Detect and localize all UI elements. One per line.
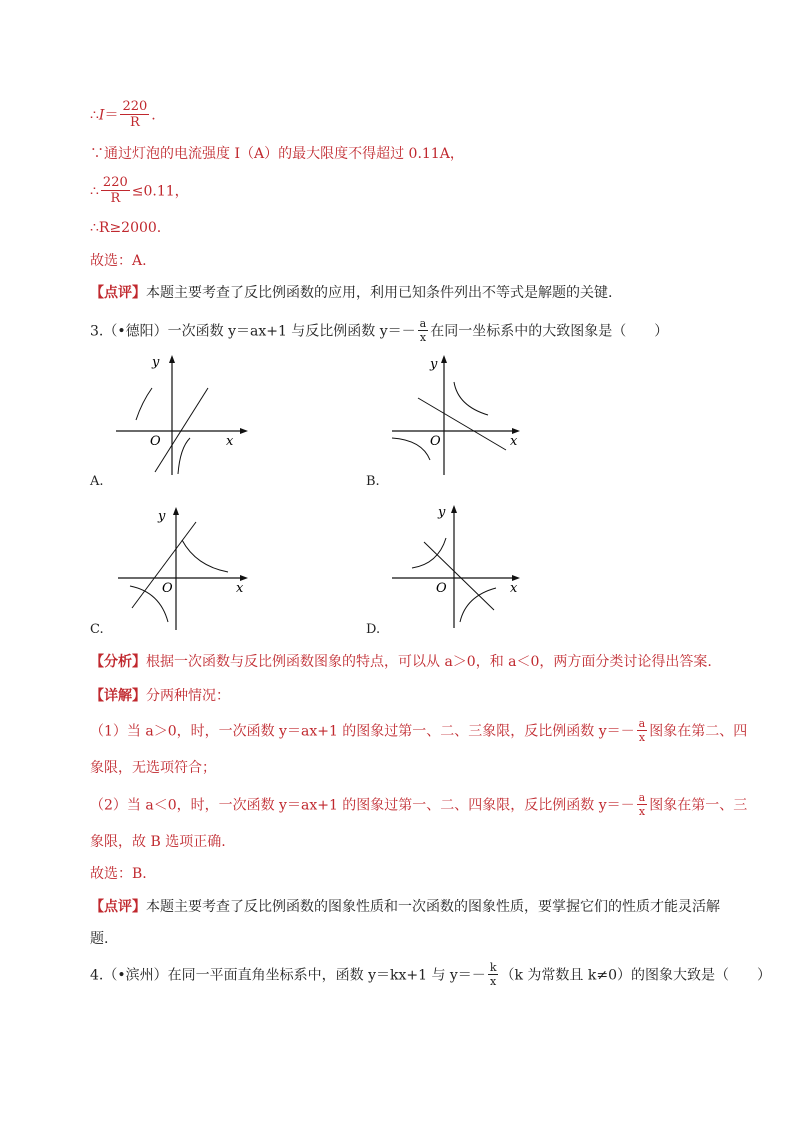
analysis-tag: 【分析】 xyxy=(90,654,146,670)
solution-answer: 故选：A. xyxy=(90,253,147,269)
solution-line-result: ∴R≥2000. xyxy=(90,220,162,236)
x-axis-label: x xyxy=(226,434,234,449)
hyperbola-branch xyxy=(460,588,496,622)
y-axis-arrow xyxy=(451,505,457,513)
fraction: $\frac{220}{R}$ xyxy=(102,175,128,206)
origin-label: O xyxy=(162,581,173,596)
x-axis-arrow xyxy=(240,428,248,434)
y-axis-arrow xyxy=(173,507,179,515)
q3-comment-cont: 题. xyxy=(90,931,109,947)
origin-label: O xyxy=(430,434,441,449)
origin-label: O xyxy=(150,434,161,449)
graph-option-d xyxy=(384,498,534,628)
y-axis-arrow xyxy=(441,355,447,363)
y-axis-label: y xyxy=(152,355,160,370)
hyperbola-branch xyxy=(412,538,446,568)
y-axis-label: y xyxy=(438,505,446,520)
solution-line-condition: ∵通过灯泡的电流强度 I（A）的最大限度不得超过 0.11A， xyxy=(90,146,464,162)
fraction: $\frac{a}{x}$ xyxy=(638,791,646,818)
option-a-label: A. xyxy=(90,474,104,489)
graph-option-b xyxy=(384,350,534,475)
comment-tag: 【点评】 xyxy=(90,899,146,915)
solution-line-inequality: ∴ $\frac{220}{R}$ ≤0.11， xyxy=(90,175,189,206)
hyperbola-branch xyxy=(178,438,190,474)
fraction: $\frac{a}{x}$ xyxy=(638,717,646,744)
q3-answer: 故选：B. xyxy=(90,866,147,882)
y-axis-label: y xyxy=(430,357,438,372)
x-axis-label: x xyxy=(236,581,244,596)
case-2-line: （2）当 a＜0，时，一次函数 y＝ax+1 的图象过第一、二、四象限，反比例函数 y＝－ $\frac{a}{x}$ 图象在第一、三 xyxy=(90,791,748,818)
x-axis-label: x xyxy=(510,434,518,449)
solution-line-current: ∴I＝ $\frac{220}{R}$ . xyxy=(90,99,156,130)
question-4-stem: 4.（•滨州）在同一平面直角坐标系中，函数 y＝kx+1 与 y＝－ $\frac{k}{x}$ （k 为常数且 k≠0）的图象大致是（ ） xyxy=(90,961,771,988)
detail-line: 【详解】分两种情况： xyxy=(90,688,230,704)
case-1-line: （1）当 a＞0，时，一次函数 y＝ax+1 的图象过第一、二、三象限，反比例函数 y＝－ $\frac{a}{x}$ 图象在第二、四 xyxy=(90,717,748,744)
comment-tag: 【点评】 xyxy=(90,285,146,301)
option-d-label: D. xyxy=(366,622,381,637)
fraction: $\frac{k}{x}$ xyxy=(489,961,497,988)
linear-graph xyxy=(155,388,208,472)
question-3-stem: 3.（•德阳）一次函数 y＝ax+1 与反比例函数 y＝－ $\frac{a}{x}$ 在同一坐标系中的大致图象是（ ） xyxy=(90,317,669,344)
graph-option-a xyxy=(108,350,258,475)
hyperbola-branch xyxy=(182,540,228,572)
hyperbola-branch xyxy=(392,438,430,460)
case-1-cont: 象限，无选项符合； xyxy=(90,760,216,776)
graph-option-c xyxy=(110,500,260,630)
y-axis-label: y xyxy=(158,509,166,524)
hyperbola-branch xyxy=(136,388,152,420)
hyperbola-branch xyxy=(454,382,488,415)
origin-label: O xyxy=(436,581,447,596)
option-c-label: C. xyxy=(90,622,104,637)
fraction: $\frac{220}{R}$ xyxy=(122,99,148,130)
detail-tag: 【详解】 xyxy=(90,688,146,704)
q3-comment-line: 【点评】本题主要考查了反比例函数的图象性质和一次函数的图象性质，要掌握它们的性质才能灵活解 xyxy=(90,899,720,915)
y-axis-arrow xyxy=(169,355,175,363)
comment-line: 【点评】本题主要考查了反比例函数的应用，利用已知条件列出不等式是解题的关键. xyxy=(90,285,613,301)
case-2-cont: 象限，故 B 选项正确. xyxy=(90,834,226,850)
analysis-line: 【分析】根据一次函数与反比例函数图象的特点，可以从 a＞0，和 a＜0，两方面分类讨论得出答案. xyxy=(90,654,712,670)
linear-graph xyxy=(424,542,494,610)
x-axis-label: x xyxy=(510,581,518,596)
option-b-label: B. xyxy=(366,474,380,489)
fraction: $\frac{a}{x}$ xyxy=(419,317,427,344)
